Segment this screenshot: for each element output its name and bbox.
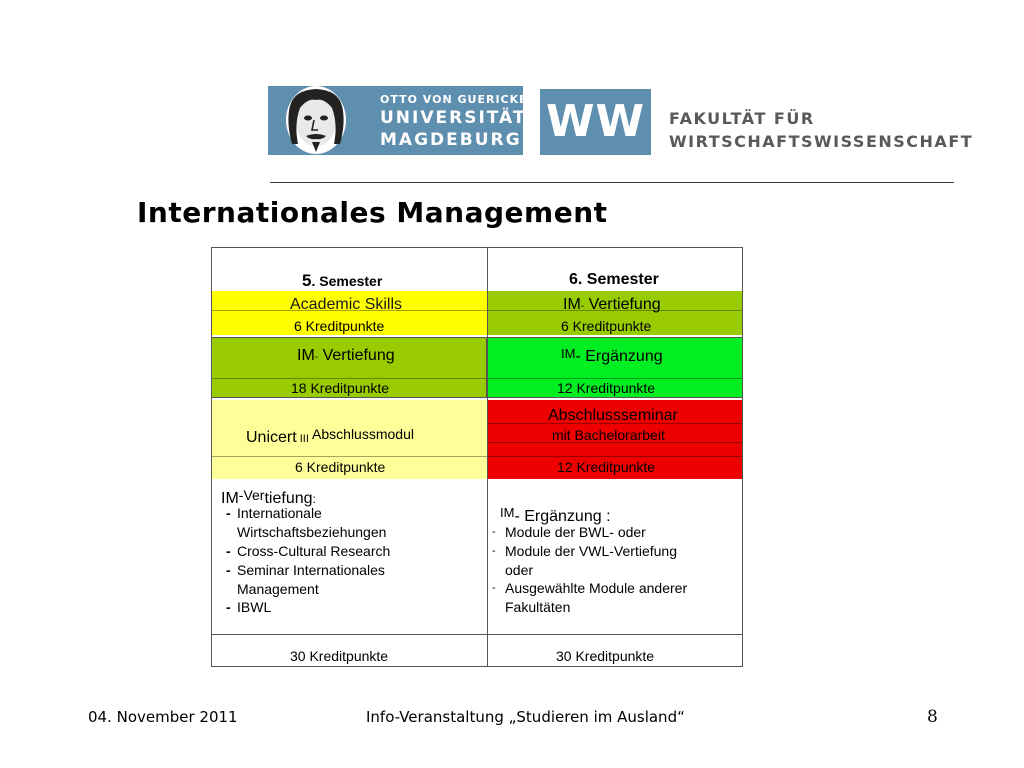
vertiefung-detail-heading: IM-Vertiefung: [221,487,316,507]
list-item-continuation: Fakultäten [505,599,571,615]
abschlussseminar-credits: 12 Kreditpunkte [557,459,656,475]
list-item-continuation: Management [237,581,319,597]
faculty-name-line-2: WIRTSCHAFTSWISSENSCHAFT [669,132,974,151]
list-marker: - [226,505,231,521]
semester-5-total-credits: 30 Kreditpunkte [290,648,389,664]
im-ergaenzung-credits: 12 Kreditpunkte [557,380,656,396]
im-vertiefung-5-credits: 18 Kreditpunkte [291,380,390,396]
list-item: IBWL [237,599,272,615]
guericke-portrait-icon [274,86,354,155]
university-logo [268,86,528,155]
list-item: Cross-Cultural Research [237,543,391,559]
im-vertiefung-6-title: IM- Vertiefung [563,296,661,313]
academic-skills-credits: 6 Kreditpunkte [294,318,385,334]
footer-date: 04. November 2011 [88,708,238,726]
faculty-logo: WW [540,89,651,155]
unicert-title: Unicert III Abschlussmodul [246,426,414,446]
im-vertiefung-5-title: IM- Vertiefung [297,347,395,364]
university-name-line-3: MAGDEBURG [380,130,522,150]
list-marker: - [226,599,231,615]
list-item: Seminar Internationales [237,562,385,578]
total-row-divider [211,634,743,635]
list-item-continuation: Wirtschaftsbeziehungen [237,524,387,540]
list-item: Module der VWL-Vertiefung [505,543,677,559]
list-item: Ausgewählte Module anderer [505,580,688,596]
header-divider [270,182,954,183]
semester-6-total-credits: 30 Kreditpunkte [556,648,655,664]
university-name-line-2: UNIVERSITÄT [380,108,527,128]
university-name-line-1: OTTO VON GUERICKE [380,93,528,106]
slide-title: Internationales Management [137,196,608,229]
abschlussseminar-title: Abschlussseminar [548,407,678,424]
faculty-name-line-1: FAKULTÄT FÜR [669,109,815,128]
list-item: Internationale [237,505,322,521]
im-vertiefung-6-credits: 6 Kreditpunkte [561,318,652,334]
ergaenzung-detail-heading: $^{IM}$- Ergänzung : [500,505,611,525]
list-item-continuation: oder [505,562,534,578]
column-divider [487,247,488,667]
list-marker: - [492,582,496,594]
list-marker: - [226,562,231,578]
im-ergaenzung-title: IM- Ergänzung [561,346,663,365]
semester-6-header: 6. Semester [569,271,659,288]
list-marker: - [492,545,496,557]
abschlussseminar-subtitle: mit Bachelorarbeit [552,427,665,443]
semester-5-header: 5. Semester [302,271,383,290]
list-marker: - [492,526,496,538]
list-marker: - [226,543,231,559]
footer-event: Info-Veranstaltung „Studieren im Ausland“ [366,708,685,726]
academic-skills-title: Academic Skills [290,296,403,313]
page-number: 8 [927,707,938,727]
unicert-credits: 6 Kreditpunkte [295,459,386,475]
list-item: Module der BWL- oder [505,524,646,540]
